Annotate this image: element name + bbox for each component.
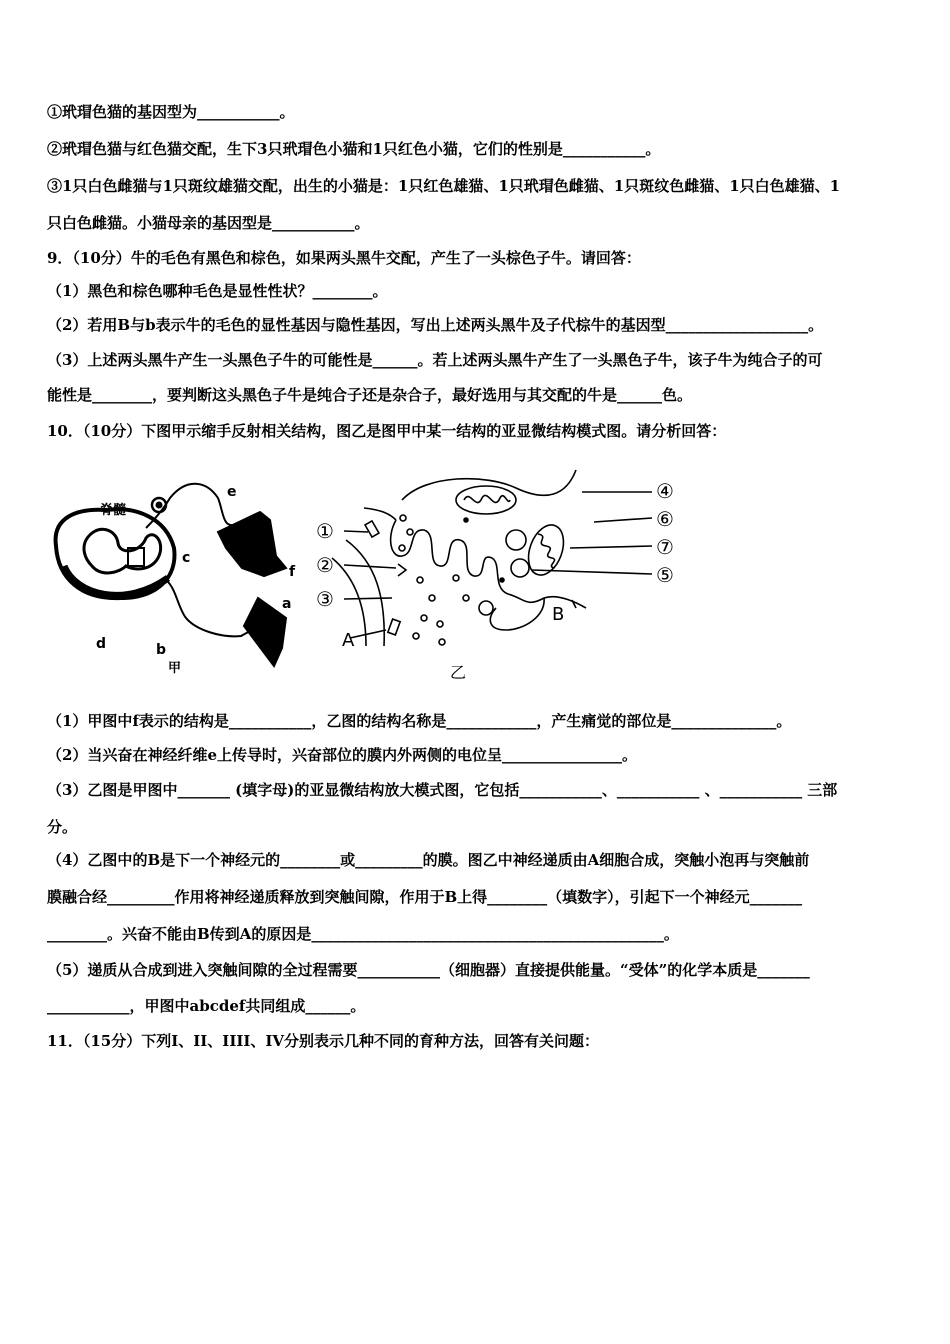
question-9-title: 9．（10分）牛的毛色有黑色和棕色，如果两头黑牛交配，产生了一头棕色子牛。请回答： (47, 249, 641, 267)
spinal-cord-label: 脊髓 (100, 503, 127, 518)
reflex-arc-figure (46, 448, 706, 688)
label-3: ③ (316, 587, 334, 611)
text-line-3: ③1只白色雌猫与1只斑纹雄猫交配，出生的小猫是：1只红色雄猫、1只玳瑁色雌猫、1只斑纹色雌猫、1只白色雄猫、1 (47, 177, 841, 195)
label-7: ⑦ (656, 535, 674, 559)
text-line-1: ①玳瑁色猫的基因型为___________。 (47, 103, 295, 121)
label-d: d (96, 636, 107, 652)
label-f: f (289, 564, 296, 580)
q10-part-1: （1）甲图中f表示的结构是___________，乙图的结构名称是____________，产生痛觉的部位是______________。 (47, 712, 792, 730)
text-line-4: 只白色雌猫。小猫母亲的基因型是___________。 (47, 214, 370, 232)
label-6: ⑥ (656, 507, 674, 531)
q10-part-5-line-2: ___________，甲图中abcdef共同组成______。 (47, 997, 366, 1015)
label-e: e (227, 484, 237, 500)
question-10-title: 10．（10分）下图甲示缩手反射相关结构，图乙是图甲中某一结构的亚显微结构模式图。请分析回答： (47, 422, 727, 440)
label-a: a (282, 596, 292, 612)
q10-part-4-line-3: ________。兴奋不能由B传到A的原因是_______________________________________________。 (47, 925, 679, 943)
label-B: B (552, 604, 565, 625)
label-A: A (342, 630, 355, 651)
q9-part-1: （1）黑色和棕色哪种毛色是显性性状？________。 (47, 282, 388, 300)
q10-part-4-line-1: （4）乙图中的B是下一个神经元的________或_________的膜。图乙中神经递质由A细胞合成，突触小泡再与突触前 (47, 851, 810, 869)
q10-part-3-line-2: 分。 (47, 818, 78, 836)
label-4: ④ (656, 479, 674, 503)
text-line-2: ②玳瑁色猫与红色猫交配，生下3只玳瑁色小猫和1只红色小猫，它们的性别是___________。 (47, 140, 661, 158)
label-c: c (182, 550, 191, 566)
q10-part-4-line-2: 膜融合经_________作用将神经递质释放到突触间隙，作用于B上得________（填数字），引起下一个神经元_______ (47, 888, 803, 906)
q9-part-3-line-2: 能性是________，要判断这头黑色子牛是纯合子还是杂合子，最好选用与其交配的牛是______色。 (47, 386, 693, 404)
label-5: ⑤ (656, 563, 674, 587)
figure-yi-title: 乙 (450, 663, 467, 682)
figure-jia-title: 甲 (168, 661, 182, 676)
figure-yi (332, 470, 652, 646)
question-11-title: 11．（15分）下列I、II、IIII、IV分别表示几种不同的育种方法，回答有关问题： (47, 1032, 600, 1050)
figure-jia (56, 484, 286, 666)
q10-part-2: （2）当兴奋在神经纤维e上传导时，兴奋部位的膜内外两侧的电位呈________________。 (47, 746, 637, 764)
q10-part-3-line-1: （3）乙图是甲图中_______ (填字母)的亚显微结构放大模式图，它包括___________、___________ 、___________ 三部 (47, 781, 838, 799)
label-1: ① (316, 519, 334, 543)
q9-part-2: （2）若用B与b表示牛的毛色的显性基因与隐性基因，写出上述两头黑牛及子代棕牛的基因型___________________。 (47, 316, 824, 334)
q9-part-3-line-1: （3）上述两头黑牛产生一头黑色子牛的可能性是______。若上述两头黑牛产生了一头黑色子牛，该子牛为纯合子的可 (47, 351, 823, 369)
label-2: ② (316, 553, 334, 577)
label-b: b (156, 642, 167, 658)
q10-part-5-line-1: （5）递质从合成到进入突触间隙的全过程需要___________（细胞器）直接提供能量。“受体”的化学本质是_______ (47, 961, 810, 979)
